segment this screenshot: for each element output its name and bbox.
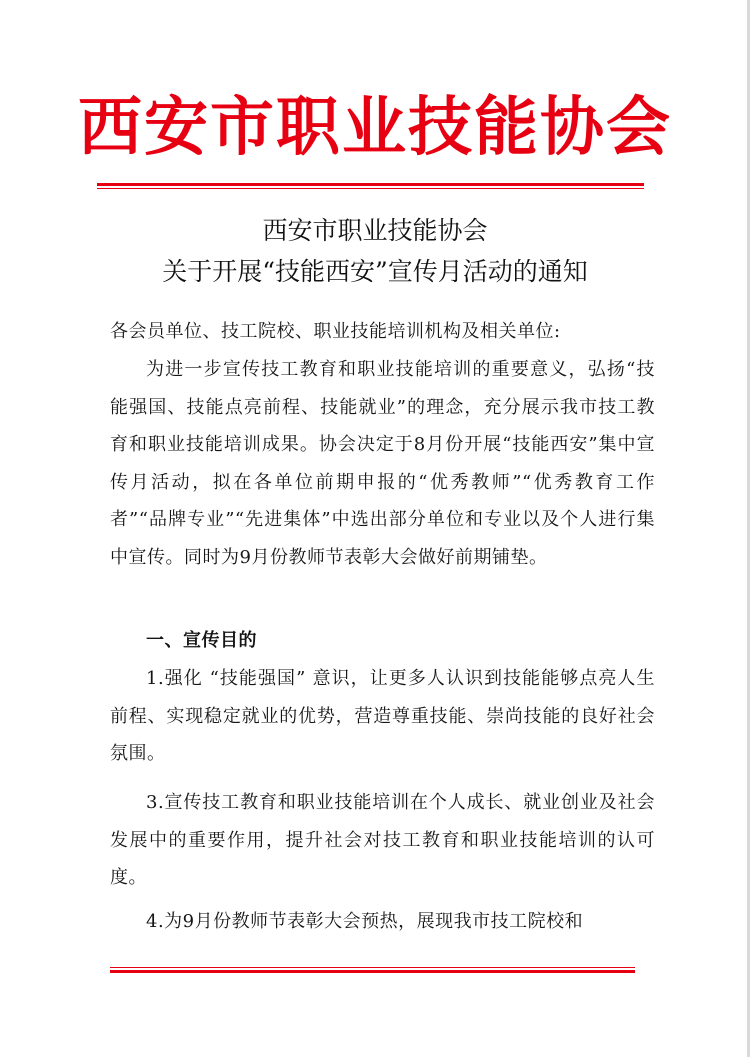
list-item-4: 4.为9月份教师节表彰大会预热，展现我市技工院校和 xyxy=(146,911,584,932)
document-title-line1: 西安市职业技能协会 xyxy=(262,216,488,245)
document-title-line2: 关于开展“技能西安”宣传月活动的通知 xyxy=(162,257,588,286)
intro-paragraph: 为进一步宣传技工教育和职业技能培训的重要意义，弘扬“技能强国、技能点亮前程、技能就业”的理念，充分展示我市技工教育和职业技能培训成果。协会决定于8月份开展“技能西安”集中宣传月活动，拟在各单位前期申报的“优秀教师”“优秀教育工作者”“品牌专业”“先进集体”中选出部分单位和专业以及个人进行集中宣传。同时为9月份教师节表彰大会做好前期铺垫。 xyxy=(110,359,655,568)
list-item-1: 1.强化 “技能强国” 意识，让更多人认识到技能能够点亮人生前程、实现稳定就业的优势，营造尊重技能、崇尚技能的良好社会氛围。 xyxy=(110,668,655,764)
list-item-3: 3.宣传技工教育和职业技能培训在个人成长、就业创业及社会发展中的重要作用，提升社会对技工教育和职业技能培训的认可度。 xyxy=(110,792,655,888)
salutation: 各会员单位、技工院校、职业技能培训机构及相关单位: xyxy=(110,321,561,342)
footer-divider xyxy=(110,967,635,973)
letterhead-title: 西安市职业技能协会 xyxy=(78,91,672,165)
section-heading-purpose: 一、宣传目的 xyxy=(146,630,257,651)
letterhead-divider xyxy=(97,183,644,189)
